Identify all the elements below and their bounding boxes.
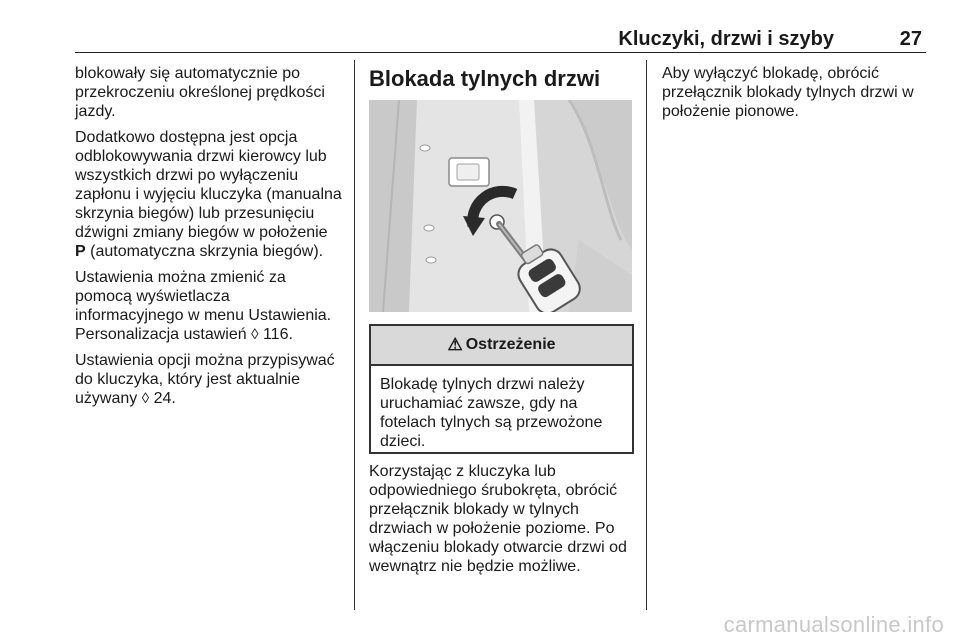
text-line: Ustawienia opcji można przypisywać — [75, 352, 335, 369]
text-line: odblokowywania drzwi kierowcy lub — [75, 148, 327, 165]
text-line: przełącznik blokady w tylnych — [369, 501, 579, 518]
text-line: położenie pionowe. — [662, 103, 799, 120]
site-watermark: carmanualsonline.info — [723, 612, 944, 637]
page-number: 27 — [899, 28, 922, 50]
text-line: Aby wyłączyć blokadę, obrócić — [662, 65, 879, 82]
page-reference-link[interactable]: 24. — [149, 390, 176, 407]
text-line: zapłonu i wyjęciu kluczyka (manualna — [75, 186, 342, 203]
text-line: Blokadę tylnych drzwi należy — [380, 376, 585, 393]
text-line: odpowiedniego śrubokręta, obrócić — [369, 482, 618, 499]
paragraph-unlock-option — [75, 128, 345, 261]
paragraph-disable-lock — [662, 64, 924, 121]
warning-triangle-icon: ⚠ — [447, 335, 463, 354]
page-reference-icon: ◊ — [251, 326, 259, 343]
text-line: uruchamiać zawsze, gdy na — [380, 395, 578, 412]
text-line: fotelach tylnych są przewożone — [380, 414, 603, 431]
illustration-svg — [369, 100, 632, 312]
text-line: przełącznik blokady tylnych drzwi w — [662, 84, 914, 101]
page-header — [75, 26, 926, 53]
section-title: Blokada tylnych drzwi — [369, 66, 601, 91]
paragraph-key-assignment — [75, 351, 345, 408]
text-line: informacyjnego w menu Ustawienia. — [75, 307, 332, 324]
column-right — [662, 64, 924, 128]
text-line: wszystkich drzwi po wyłączeniu — [75, 167, 299, 184]
text-line: Ustawienia można zmienić za — [75, 269, 286, 286]
paragraph-auto-lock — [75, 64, 345, 121]
paragraph-enable-lock — [369, 462, 639, 576]
text-line: dźwigni zmiany biegów w położenie — [75, 224, 328, 241]
page-reference-link[interactable]: 116. — [258, 326, 293, 343]
text-line: przekroczeniu określonej prędkości — [75, 84, 325, 101]
text-fragment: używany — [75, 390, 142, 407]
text-line: Korzystając z kluczyka lub — [369, 463, 556, 480]
gear-position-p: P — [75, 243, 86, 260]
page-reference-icon: ◊ — [141, 390, 150, 407]
warning-text — [371, 366, 632, 451]
column-left — [75, 64, 345, 415]
text-line: włączeniu blokady otwarcie drzwi od — [369, 539, 627, 556]
text-line: drzwiach w położenie poziome. Po — [369, 520, 615, 537]
text-line: jazdy. — [75, 103, 116, 120]
column-divider-2 — [646, 60, 647, 610]
text-line: do kluczyka, który jest aktualnie — [75, 371, 300, 388]
text-fragment: (automatyczna skrzynia biegów). — [85, 243, 324, 260]
text-line — [75, 242, 345, 261]
child-lock-illustration — [369, 100, 632, 312]
text-line: dzieci. — [380, 433, 426, 450]
text-line: skrzynia biegów) lub przesunięciu — [75, 205, 315, 222]
column-middle-text — [369, 462, 639, 583]
warning-box — [369, 324, 634, 454]
text-line: pomocą wyświetlacza — [75, 288, 230, 305]
warning-title: Ostrzeżenie — [465, 336, 556, 353]
text-line: wewnątrz nie będzie możliwe. — [369, 558, 581, 575]
text-line — [75, 325, 345, 344]
text-line: blokowały się automatycznie po — [75, 65, 301, 82]
column-divider-1 — [354, 60, 355, 610]
warning-header — [371, 326, 632, 366]
paragraph-settings — [75, 268, 345, 344]
text-line: Dodatkowo dostępna jest opcja — [75, 129, 298, 146]
chapter-title: Kluczyki, drzwi i szyby — [618, 28, 834, 50]
text-fragment: Personalizacja ustawień — [75, 326, 252, 343]
text-line — [75, 389, 345, 408]
